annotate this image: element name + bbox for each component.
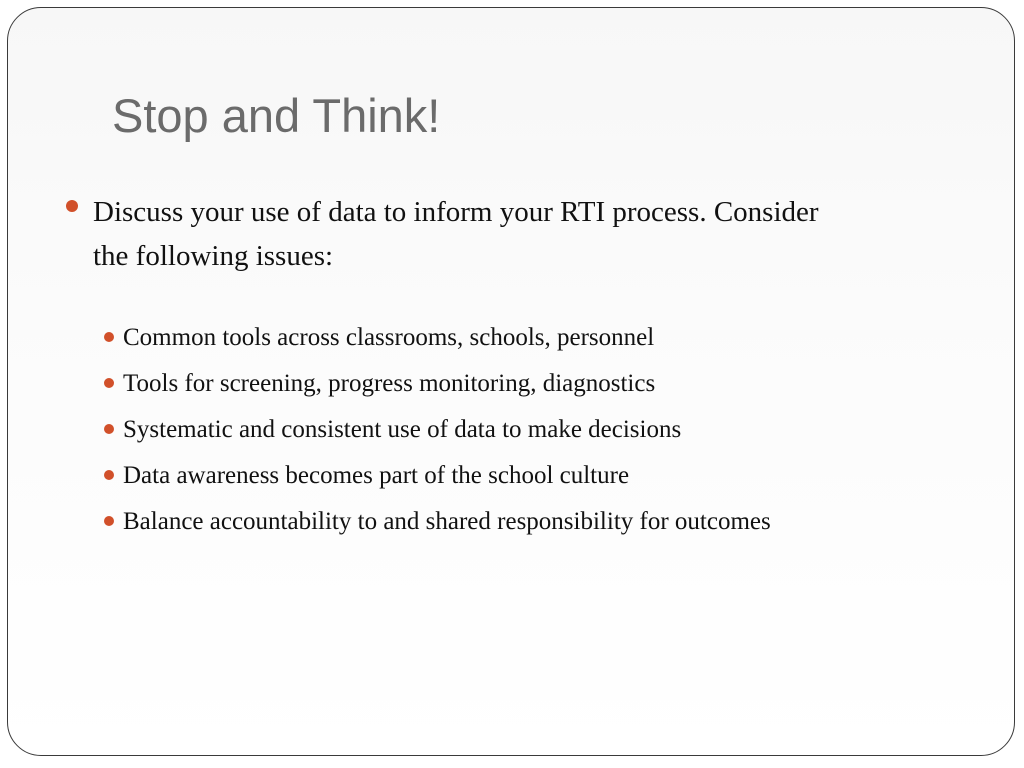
bullet-dot-icon [104, 424, 114, 434]
bullet-dot-icon [104, 516, 114, 526]
slide-title: Stop and Think! [112, 89, 441, 142]
sub-bullet [100, 502, 823, 542]
sub-bullet [100, 456, 823, 496]
slide-body [60, 190, 860, 558]
bullet-dot-icon [104, 470, 114, 480]
bullet-dot-icon [104, 378, 114, 388]
sub-bullet [100, 318, 823, 358]
sub-bullet [100, 364, 823, 404]
sub-bullet-text: Data awareness becomes part of the school culture [123, 462, 630, 489]
bullet-dot-icon [104, 332, 114, 342]
main-bullet-text: Discuss your use of data to inform your RTI process. Consider the following issues: [93, 196, 819, 272]
bullet-dot-icon [66, 200, 78, 212]
sub-bullet-list [100, 318, 860, 542]
sub-bullet-text: Balance accountability to and shared responsibility for outcomes [123, 508, 771, 535]
sub-bullet-text: Common tools across classrooms, schools, personnel [123, 324, 655, 351]
sub-bullet [100, 410, 823, 450]
sub-bullet-text: Tools for screening, progress monitoring, diagnostics [123, 370, 656, 397]
sub-bullet-text: Systematic and consistent use of data to make decisions [123, 416, 682, 443]
main-bullet [60, 190, 860, 278]
